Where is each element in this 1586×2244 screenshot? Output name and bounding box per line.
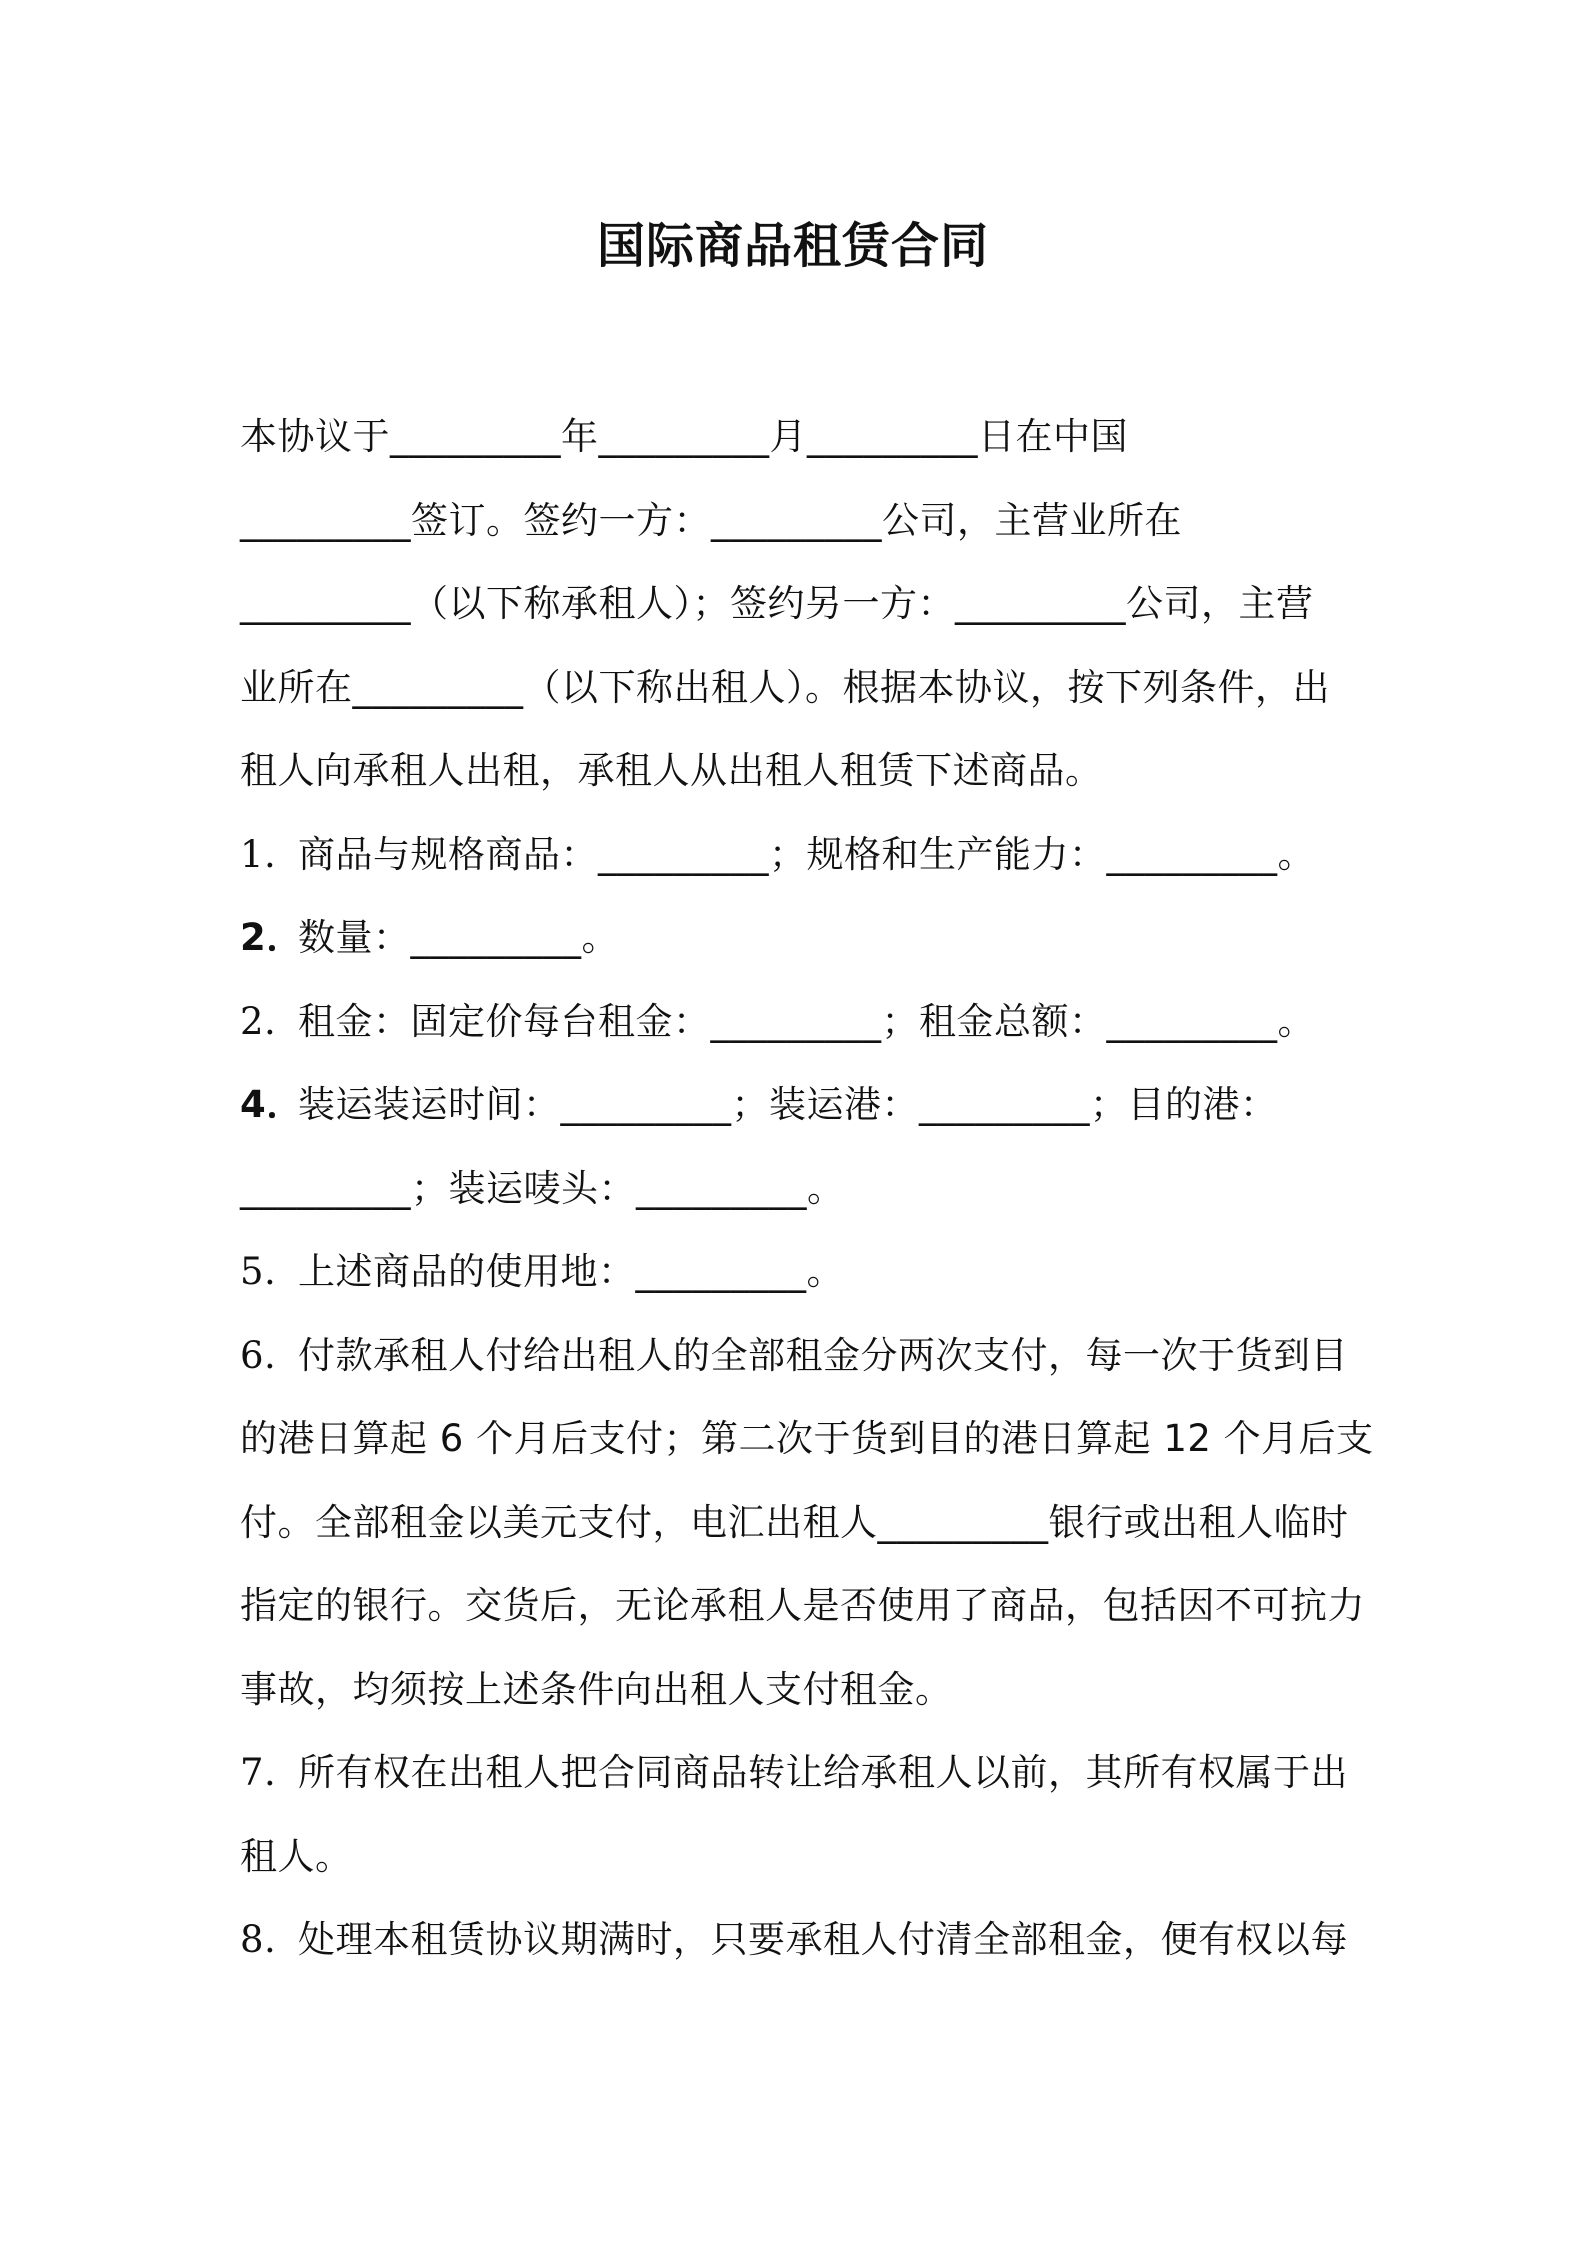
clause-text: 所有权在出租人把合同商品转让给承租人以前，其所有权属于出 [298, 1751, 1348, 1794]
clause-number: 2. [240, 999, 277, 1043]
text-line [240, 1314, 1356, 1398]
clause-number: 6. [240, 1333, 277, 1377]
text-line [240, 1815, 1356, 1899]
clause-text: _________（以下称承租人）；签约另一方：_________公司，主营 [240, 582, 1314, 625]
clause-text: 的港日算起 6 个月后支付；第二次于货到目的港日算起 12 个月后支 [240, 1417, 1374, 1460]
text-line [240, 980, 1356, 1064]
document-body [240, 395, 1374, 1982]
text-line [240, 896, 1356, 980]
text-line [240, 1063, 1356, 1147]
clause-text: 本协议于_________年_________月_________日在中国 [240, 415, 1128, 458]
clause-text: _________；装运唛头：_________。 [240, 1166, 845, 1210]
clause-number: 7. [240, 1751, 277, 1794]
clause-text: 事故，均须按上述条件向出租人支付租金。 [240, 1667, 953, 1711]
text-line [240, 646, 1356, 730]
text-line [240, 1481, 1356, 1565]
text-line [240, 1731, 1356, 1815]
text-line [240, 729, 1356, 813]
text-line [240, 1397, 1374, 1481]
clause-text: 数量：_________。 [298, 916, 619, 959]
clause-text: 付款承租人付给出租人的全部租金分两次支付，每一次于货到目 [298, 1333, 1348, 1377]
clause-text: 租人向承租人出租，承租人从出租人租赁下述商品。 [240, 749, 1103, 792]
text-line [240, 395, 1356, 479]
clause-text: 付。全部租金以美元支付，电汇出租人_________银行或出租人临时 [240, 1500, 1349, 1544]
clause-number: 2． [240, 916, 304, 959]
clause-text: 租人。 [240, 1834, 353, 1878]
text-line [240, 1648, 1356, 1732]
clause-number: 4． [240, 1083, 304, 1126]
clause-text: 租金：固定价每台租金：_________；租金总额：_________。 [298, 999, 1315, 1043]
clause-number: 5. [240, 1250, 277, 1293]
clause-text: 装运装运时间：_________；装运港：_________；目的港： [298, 1083, 1278, 1126]
document-title: 国际商品租赁合同 [596, 218, 989, 274]
text-line [240, 562, 1356, 646]
clause-text: 业所在_________（以下称出租人）。根据本协议，按下列条件，出 [240, 665, 1330, 709]
text-line [240, 1147, 1356, 1231]
clause-number: 1. [240, 832, 277, 876]
clause-text: _________签订。签约一方：_________公司，主营业所在 [240, 498, 1182, 542]
clause-text: 商品与规格商品：_________；规格和生产能力：_________。 [298, 832, 1315, 876]
clause-text: 处理本租赁协议期满时，只要承租人付清全部租金，便有权以每 [298, 1918, 1348, 1961]
clause-number: 8. [240, 1918, 277, 1961]
text-line [240, 813, 1356, 897]
text-line [240, 1898, 1356, 1982]
clause-text: 指定的银行。交货后，无论承租人是否使用了商品，包括因不可抗力 [240, 1584, 1365, 1627]
clause-text: 上述商品的使用地：_________。 [298, 1250, 844, 1293]
text-line [240, 1564, 1365, 1648]
text-line [240, 479, 1356, 563]
text-line [240, 1230, 1356, 1314]
